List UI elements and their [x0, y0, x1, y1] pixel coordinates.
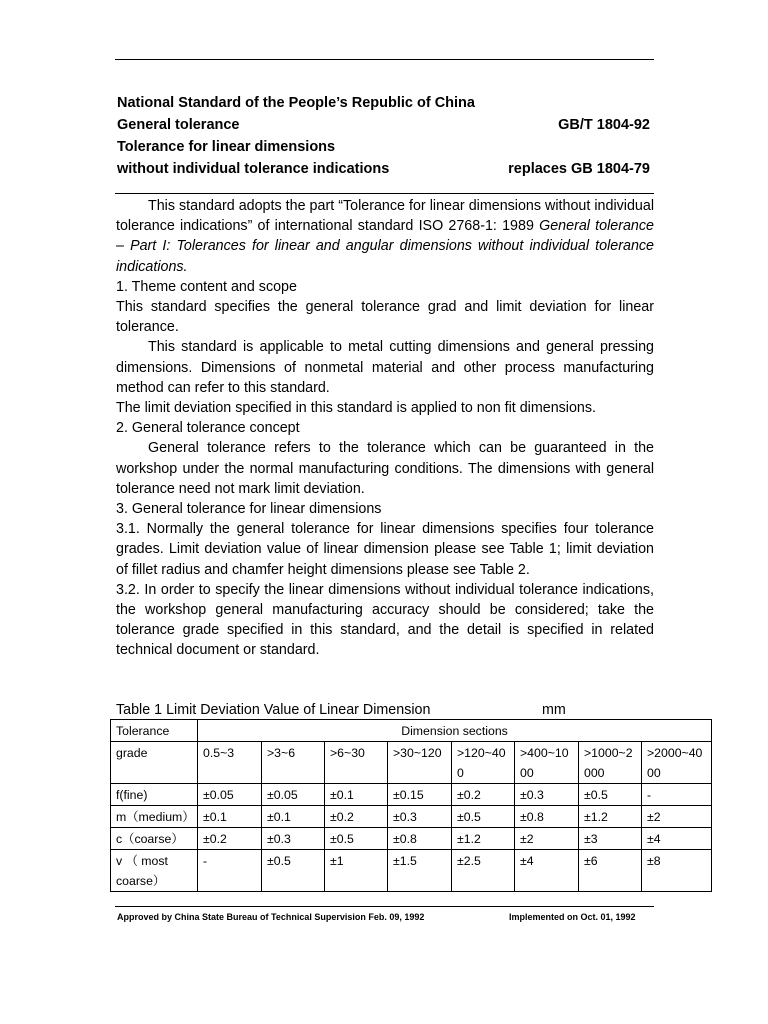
- table-row: [111, 850, 712, 892]
- section-1-heading: 1. Theme content and scope: [116, 278, 297, 295]
- intro-text: This standard adopts the part “Tolerance for linear dimensions without individual tolerance indications” of international standard ISO 2768-1: 1989: [116, 198, 654, 235]
- column-header: >400~1000: [515, 742, 579, 784]
- value-cell: ±0.2: [325, 806, 388, 828]
- top-rule: [115, 59, 654, 60]
- header-general-tolerance: General tolerance: [117, 117, 240, 133]
- table-row: [111, 806, 712, 828]
- value-cell: ±0.5: [452, 806, 515, 828]
- value-cell: ±0.8: [515, 806, 579, 828]
- value-cell: ±0.3: [515, 784, 579, 806]
- corner-cell-top: Tolerance: [111, 720, 198, 742]
- value-cell: ±1.5: [388, 850, 452, 892]
- limit-deviation-table: [110, 719, 712, 892]
- table-row: [111, 828, 712, 850]
- corner-cell-bottom: grade: [111, 742, 198, 784]
- value-cell: ±0.1: [325, 784, 388, 806]
- header-rule: [115, 193, 654, 194]
- value-cell: ±4: [515, 850, 579, 892]
- value-cell: ±0.1: [262, 806, 325, 828]
- value-cell: -: [198, 850, 262, 892]
- value-cell: ±0.15: [388, 784, 452, 806]
- value-cell: ±8: [642, 850, 712, 892]
- value-cell: ±3: [579, 828, 642, 850]
- value-cell: ±0.8: [388, 828, 452, 850]
- value-cell: ±0.2: [452, 784, 515, 806]
- footer-implemented: Implemented on Oct. 01, 1992: [509, 912, 636, 922]
- footer-approved: Approved by China State Bureau of Technical Supervision Feb. 09, 1992: [117, 912, 425, 922]
- header-standard-title: National Standard of the People’s Republic of China: [117, 95, 475, 111]
- grade-cell: m（medium）: [111, 806, 198, 828]
- value-cell: ±0.5: [325, 828, 388, 850]
- value-cell: ±0.5: [262, 850, 325, 892]
- section-2-heading: 2. General tolerance concept: [116, 420, 300, 437]
- value-cell: ±0.1: [198, 806, 262, 828]
- value-cell: ±1.2: [452, 828, 515, 850]
- value-cell: ±0.05: [262, 784, 325, 806]
- value-cell: ±6: [579, 850, 642, 892]
- column-header: 0.5~3: [198, 742, 262, 784]
- column-header: >30~120: [388, 742, 452, 784]
- table-header-row-2: [111, 742, 712, 784]
- table-caption: [116, 700, 654, 720]
- table-header-row-1: [111, 720, 712, 742]
- document-header: [117, 92, 654, 180]
- value-cell: ±0.2: [198, 828, 262, 850]
- intro-paragraph: [116, 196, 654, 277]
- column-header: >2000~4000: [642, 742, 712, 784]
- table-row: [111, 784, 712, 806]
- grade-cell: c（coarse）: [111, 828, 198, 850]
- table-caption-text: Table 1 Limit Deviation Value of Linear Dimension: [116, 702, 431, 718]
- section-3-paragraph-2: 3.2. In order to specify the linear dimensions without individual tolerance indications, the workshop general manufacturing accuracy should be considered; take the tolerance grade specified in this standard, and the detail is specified in related technical document or standard.: [116, 581, 654, 659]
- table-unit: mm: [542, 702, 566, 718]
- value-cell: ±0.3: [262, 828, 325, 850]
- footer-rule: [115, 906, 654, 907]
- value-cell: ±2: [515, 828, 579, 850]
- grade-cell: v （ most coarse）: [111, 850, 198, 892]
- header-replaces: replaces GB 1804-79: [508, 161, 650, 177]
- value-cell: ±0.5: [579, 784, 642, 806]
- header-subtitle-1: Tolerance for linear dimensions: [117, 139, 336, 155]
- grade-cell: f(fine): [111, 784, 198, 806]
- section-3-paragraph-1: 3.1. Normally the general tolerance for linear dimensions specifies four tolerance grades. Limit deviation value of linear dimension please see Table 1; limit deviation of fillet radius and chamfer height dimensions please see Table 2.: [116, 521, 654, 578]
- value-cell: ±2.5: [452, 850, 515, 892]
- document-body: [116, 196, 654, 661]
- section-1-paragraph-3: The limit deviation specified in this standard is applied to non fit dimensions.: [116, 400, 596, 417]
- value-cell: ±1.2: [579, 806, 642, 828]
- column-header: >120~400: [452, 742, 515, 784]
- value-cell: ±1: [325, 850, 388, 892]
- section-3-heading: 3. General tolerance for linear dimensions: [116, 501, 382, 518]
- header-standard-code: GB/T 1804-92: [558, 117, 650, 133]
- header-subtitle-2: without individual tolerance indications: [117, 161, 390, 177]
- value-cell: -: [642, 784, 712, 806]
- column-header: >6~30: [325, 742, 388, 784]
- section-1-paragraph-2: This standard is applicable to metal cutting dimensions and general pressing dimensions. Dimensions of nonmetal material and other process manufacturing method can refer to this standard.: [116, 339, 654, 396]
- section-1-paragraph-1: This standard specifies the general tolerance grad and limit deviation for linear tolerance.: [116, 299, 654, 336]
- group-header-cell: Dimension sections: [198, 720, 712, 742]
- intro-italic-title: General tolerance – Part I: Tolerances for linear and angular dimensions without individual tolerance indications.: [116, 218, 654, 275]
- value-cell: ±0.05: [198, 784, 262, 806]
- column-header: >3~6: [262, 742, 325, 784]
- section-2-paragraph-1: General tolerance refers to the tolerance which can be guaranteed in the workshop under the normal manufacturing conditions. The dimensions with general tolerance need not mark limit deviation.: [116, 440, 654, 497]
- value-cell: ±2: [642, 806, 712, 828]
- value-cell: ±0.3: [388, 806, 452, 828]
- column-header: >1000~2000: [579, 742, 642, 784]
- value-cell: ±4: [642, 828, 712, 850]
